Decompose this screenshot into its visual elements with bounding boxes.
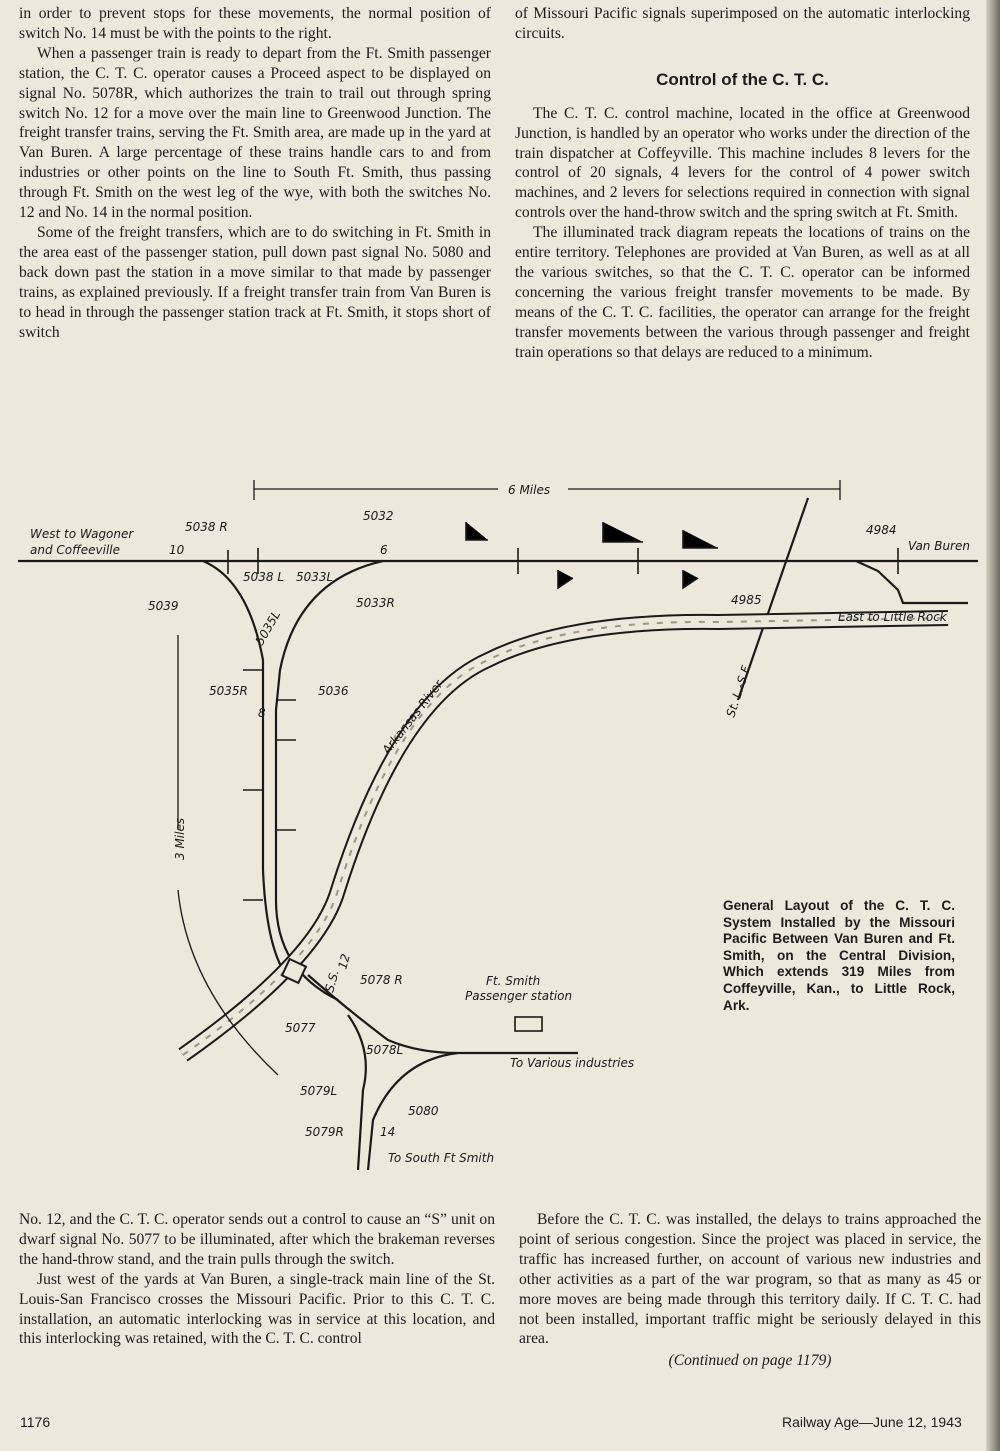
bottom-left-column bbox=[19, 1210, 495, 1349]
signal-label: 4984 bbox=[866, 523, 897, 537]
page-number: 1176 bbox=[20, 1414, 51, 1430]
top-left-column bbox=[19, 4, 491, 342]
bottom-right-column bbox=[519, 1210, 981, 1371]
east-label: East to Little Rock bbox=[838, 610, 947, 624]
east-branch bbox=[856, 561, 968, 603]
signal-label: 5079R bbox=[305, 1125, 344, 1139]
signal-label: 5080 bbox=[408, 1104, 439, 1118]
paragraph: Before the C. T. C. was installed, the delays to trains approached the point of serious congestion. Since the project was placed in service, the traffic has increased further, on account of various new industries and other activities as a part of the war program, so that as many as 45 or more moves are being made through this territory daily. If C. T. C. had not been installed, important traffic might be seriously delayed in this area. bbox=[519, 1211, 981, 1348]
switch-number: 8 bbox=[258, 706, 266, 720]
switch-number: 12 bbox=[335, 952, 353, 971]
figure-caption: General Layout of the C. T. C. System Installed by the Missouri Pacific Between Van Buren and Ft. Smith, on the Central Division, Which extends 319 Miles from Coffeyville, Kan., to Little Rock, Ark. bbox=[723, 898, 955, 1013]
spring-switch-label: S.S. bbox=[322, 968, 342, 994]
south-label: To South Ft Smith bbox=[388, 1151, 495, 1165]
paragraph: of Missouri Pacific signals superimposed on the automatic interlocking circuits. bbox=[515, 5, 970, 42]
page-edge-shadow bbox=[986, 0, 1000, 1451]
switch-number: 10 bbox=[169, 543, 185, 557]
continued-note: (Continued on page 1179) bbox=[668, 1352, 832, 1370]
west-label-2: and Coffeeville bbox=[30, 543, 121, 557]
station-building bbox=[515, 1017, 542, 1031]
top-right-column bbox=[515, 4, 970, 363]
signal-label: 5038 R bbox=[185, 520, 228, 534]
signal-label: 5079L bbox=[300, 1084, 338, 1098]
wye-east-leg bbox=[276, 561, 383, 1000]
publication-footer: Railway Age—June 12, 1943 bbox=[782, 1414, 962, 1430]
six-miles-label: 6 Miles bbox=[508, 483, 551, 497]
signal-label: 4985 bbox=[731, 593, 762, 607]
wye-west-leg bbox=[203, 561, 263, 870]
river-label: Arkansas River bbox=[379, 677, 446, 757]
signal-label: 5038 L bbox=[243, 570, 285, 584]
signal-label: 5077 bbox=[285, 1021, 316, 1035]
signal-label: 5033R bbox=[356, 596, 395, 610]
paragraph: The illuminated track diagram repeats the locations of trains on the entire territory. Telephones are provided at Van Buren, as well as at all the various switches, so that the C. T. C. operator can be informed concerning the various freight transfer movements to be made. By means of the C. T. C. facilities, the operator can arrange for the freight transfer movements between the various through passenger and freight train operations so that delays are reduced to a minimum. bbox=[515, 224, 970, 361]
signal-label: 5035L bbox=[252, 608, 284, 648]
slsf-label: St. L.-S.F. bbox=[723, 661, 754, 719]
track-layout-diagram bbox=[18, 470, 978, 1190]
three-miles-label: 3 Miles bbox=[173, 817, 187, 860]
signal-label: 5033L bbox=[296, 570, 334, 584]
signal-label: 5036 bbox=[318, 684, 349, 698]
signal-label: 5078L bbox=[366, 1043, 404, 1057]
switch-number: 6 bbox=[380, 543, 388, 557]
van-buren-label: Van Buren bbox=[908, 539, 970, 553]
paragraph: Some of the freight transfers, which are to do switching in Ft. Smith in the area east of the passenger station, pull down past signal No. 5080 and back down past the station in a move similar to that made by passenger trains, as explained previously. If a freight transfer train from Van Buren is to head in through the passenger station track at Ft. Smith, it stops short of switch bbox=[19, 223, 491, 341]
section-heading: Control of the C. T. C. bbox=[656, 69, 829, 89]
signal-label: 5035R bbox=[209, 684, 248, 698]
signal-label: 5032 bbox=[363, 509, 394, 523]
signal-label: 5039 bbox=[148, 599, 179, 613]
paragraph: No. 12, and the C. T. C. operator sends out a control to cause an “S” unit on dwarf signal No. 5077 to be illuminated, after which the brakeman reverses the hand-throw stand, and the train pulls through the switch. bbox=[19, 1211, 495, 1268]
paragraph: in order to prevent stops for these movements, the normal position of switch No. 14 must be with the points to the right. bbox=[19, 5, 491, 42]
paragraph: The C. T. C. control machine, located in the office at Greenwood Junction, is handled by an operator who works under the direction of the train dispatcher at Coffeyville. This machine includes 8 levers for the control of 20 signals, 4 levers for the control of 4 power switch machines, and 2 levers for selections required in connection with signal controls over the hand-throw switch and the spring switch at Ft. Smith. bbox=[515, 104, 970, 222]
switch-number: 14 bbox=[380, 1125, 396, 1139]
west-label: West to Wagoner bbox=[30, 527, 134, 541]
paragraph: When a passenger train is ready to depart from the Ft. Smith passenger station, the C. T. C. operator causes a Proceed aspect to be displayed on signal No. 5078R, which authorizes the train to trail out through spring switch No. 12 for a move over the main line to Greenwood Junction. The freight transfer trains, serving the Ft. Smith area, are made up in the yard at Van Buren. A large percentage of these trains handle cars to and from industries or other points on the line to South Ft. Smith, thus passing through Ft. Smith on the west leg of the wye, with both the switches No. 12 and No. 14 in the normal position. bbox=[19, 44, 491, 222]
station-label-2: Passenger station bbox=[465, 989, 573, 1003]
paragraph: Just west of the yards at Van Buren, a single-track main line of the St. Louis-San Francisco crosses the Missouri Pacific. Prior to this C. T. C. installation, an automatic interlocking was in service at this location, and this interlocking was retained, with the C. T. C. control bbox=[19, 1270, 495, 1348]
signal-label: 5078 R bbox=[360, 973, 403, 987]
station-label: Ft. Smith bbox=[486, 974, 541, 988]
industries-label: To Various industries bbox=[510, 1056, 635, 1070]
